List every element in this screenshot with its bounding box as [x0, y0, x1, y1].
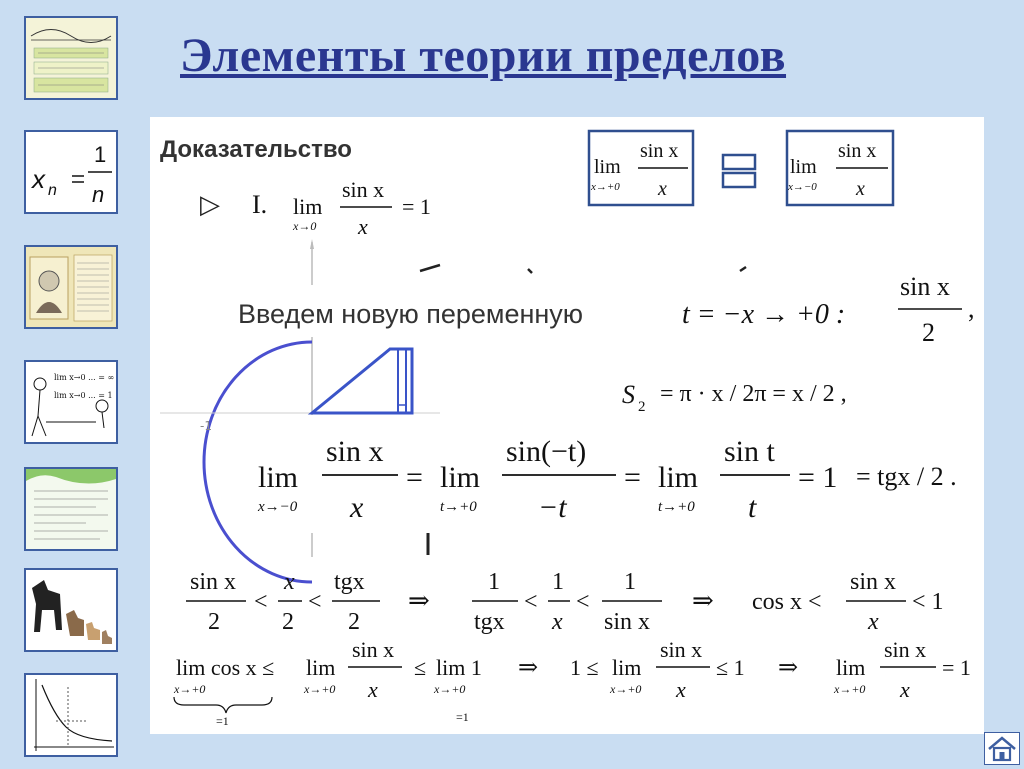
- thumbnail-portrait-page: [26, 247, 116, 327]
- svg-text:,: ,: [968, 294, 975, 323]
- bottom-den-4: x: [676, 677, 686, 702]
- chain-num-3: sin t: [724, 435, 775, 468]
- left-limit-box: [787, 131, 893, 205]
- s2-equation: = π · x / 2π = x / 2 ,: [660, 381, 847, 407]
- thumbnail-cartoon: [26, 362, 116, 442]
- bottom-sub-3: x→+0: [434, 682, 466, 696]
- right-limit-box: [589, 131, 693, 205]
- thumbnail-1[interactable]: [24, 16, 118, 100]
- implies-1: ⇒: [408, 586, 430, 615]
- bottom-sub-1: x→+0: [174, 682, 206, 696]
- svg-text:=: =: [406, 461, 423, 494]
- proof-panel: [150, 117, 984, 734]
- ineq2-c-num: 1: [624, 569, 636, 595]
- chain-lim-3: lim: [658, 461, 699, 494]
- page-title: Элементы теории пределов: [180, 29, 787, 82]
- thumbnail-3[interactable]: [24, 245, 118, 329]
- bottom-sub-2: x→+0: [304, 682, 336, 696]
- chain-den-1: x: [350, 491, 364, 524]
- s2-subscript: 2: [638, 399, 646, 415]
- ineq3-right: < 1: [912, 589, 944, 615]
- ineq1-b-den: 2: [282, 609, 294, 635]
- roman-numeral: I.: [252, 190, 268, 219]
- chain-num-1: sin x: [326, 435, 384, 468]
- svg-text:<: <: [308, 589, 322, 615]
- svg-text:<: <: [576, 589, 590, 615]
- box1-subscript: x→+0: [591, 181, 620, 193]
- implies-3: ⇒: [518, 655, 539, 681]
- chain-den-3: t: [748, 491, 757, 524]
- box1-lim: lim: [594, 156, 621, 178]
- bottom-den-5: x: [900, 677, 910, 702]
- thumbnail-5[interactable]: [24, 467, 118, 551]
- ineq1-b-num: x: [284, 569, 295, 595]
- s2-symbol: S: [622, 380, 635, 409]
- chain-tg-part: = tgx / 2 .: [856, 462, 957, 491]
- ineq2-a-num: 1: [488, 569, 500, 595]
- proof-canvas: [150, 117, 984, 734]
- ineq1-c-den: 2: [348, 609, 360, 635]
- bottom-num-2: sin x: [352, 637, 395, 662]
- box2-denominator: x: [856, 178, 865, 200]
- ineq2-b-den: x: [552, 609, 563, 635]
- chain-lim-2: lim: [440, 461, 481, 494]
- chain-lim-1: lim: [258, 461, 299, 494]
- bottom-one-le: 1 ≤: [570, 655, 599, 680]
- lim-operator: lim: [293, 194, 323, 219]
- box1-numerator: sin x: [640, 140, 679, 162]
- thumbnail-4[interactable]: [24, 360, 118, 444]
- t-substitution: t = −x → +0 :: [682, 299, 846, 330]
- ineq2-c-den: sin x: [604, 609, 651, 635]
- bottom-lim-2: lim: [306, 655, 336, 680]
- frac-denominator: x: [358, 214, 368, 239]
- bottom-under-eq: =1: [456, 710, 469, 724]
- home-icon: [985, 733, 1019, 764]
- svg-text:=: =: [624, 461, 641, 494]
- equals-one: = 1: [402, 194, 431, 219]
- svg-text:≤: ≤: [414, 655, 427, 680]
- inequality-row: [186, 569, 944, 635]
- home-button[interactable]: [984, 732, 1020, 765]
- implies-4: ⇒: [778, 655, 799, 681]
- bottom-sub-5: x→+0: [834, 682, 866, 696]
- thumbnail-green-page: [26, 469, 116, 549]
- svg-text:<: <: [254, 589, 268, 615]
- proof-heading: Доказательство: [160, 136, 352, 163]
- ineq1-a-den: 2: [208, 609, 220, 635]
- thumbnail-7[interactable]: [24, 673, 118, 757]
- thumbnail-sequence-formula: [26, 132, 116, 212]
- frac-numerator: sin x: [342, 177, 385, 202]
- ineq2-b-num: 1: [552, 569, 564, 595]
- box1-denominator: x: [658, 178, 667, 200]
- thumbnail-6[interactable]: [24, 568, 118, 652]
- sinx-over-2-denominator: 2: [922, 318, 935, 347]
- conclusion-row: [173, 637, 971, 728]
- tick-minus-1: -1: [200, 419, 212, 433]
- implies-2: ⇒: [692, 586, 714, 615]
- box2-lim: lim: [790, 156, 817, 178]
- ineq3-den: x: [868, 609, 879, 635]
- thumbnail-function-graph: [26, 675, 116, 755]
- bottom-num-4: sin x: [660, 637, 703, 662]
- new-variable-text: Введем новую переменную: [238, 299, 584, 329]
- thumb-numerator: 1: [94, 142, 107, 167]
- lim-subscript: x→0: [293, 219, 317, 233]
- thumbnail-2[interactable]: [24, 130, 118, 214]
- chain-equals-one: = 1: [798, 461, 838, 494]
- bottom-num-5: sin x: [884, 637, 927, 662]
- ineq3-left: cos x <: [752, 589, 822, 615]
- box2-subscript: x→−0: [788, 181, 817, 193]
- chain-num-2: sin(−t): [506, 435, 587, 468]
- chain-sub-3: t→+0: [658, 499, 695, 515]
- thumb-limit-line-2: lim x→0 ... = 1: [54, 391, 113, 400]
- box2-numerator: sin x: [838, 140, 877, 162]
- triangle-marker: ▷: [200, 190, 220, 220]
- equivalence-icon: [723, 155, 755, 187]
- bottom-sub-4: x→+0: [610, 682, 642, 696]
- ineq1-a-num: sin x: [190, 569, 237, 595]
- chain-sub-2: t→+0: [440, 499, 477, 515]
- chain-den-2: −t: [538, 491, 567, 524]
- bottom-lim-4: lim: [612, 655, 642, 680]
- thumb-denominator: n: [92, 182, 105, 207]
- bottom-brace-eq: =1: [216, 714, 229, 728]
- bottom-lim1: lim 1: [436, 655, 482, 680]
- ineq1-c-num: tgx: [334, 569, 365, 595]
- sinx-over-2-numerator: sin x: [900, 272, 950, 301]
- bottom-den-2: x: [368, 677, 378, 702]
- thumb-limit-line-1: lim x→0 ... = ∞: [54, 373, 115, 382]
- bottom-limcos: lim cos x ≤: [176, 655, 275, 680]
- thumb-x-symbol: x: [32, 164, 45, 194]
- thumbnail-dogs-image: [26, 570, 116, 650]
- bottom-le1: ≤ 1: [716, 655, 745, 680]
- ineq3-num: sin x: [850, 569, 897, 595]
- chain-sub-1: x→−0: [258, 499, 298, 515]
- thumbnail-graph-image: [26, 18, 116, 98]
- svg-text:<: <: [524, 589, 538, 615]
- thumb-n-subscript: n: [48, 182, 57, 199]
- bottom-eq1: = 1: [942, 655, 971, 680]
- ineq2-a-den: tgx: [474, 609, 505, 635]
- bottom-lim-5: lim: [836, 655, 866, 680]
